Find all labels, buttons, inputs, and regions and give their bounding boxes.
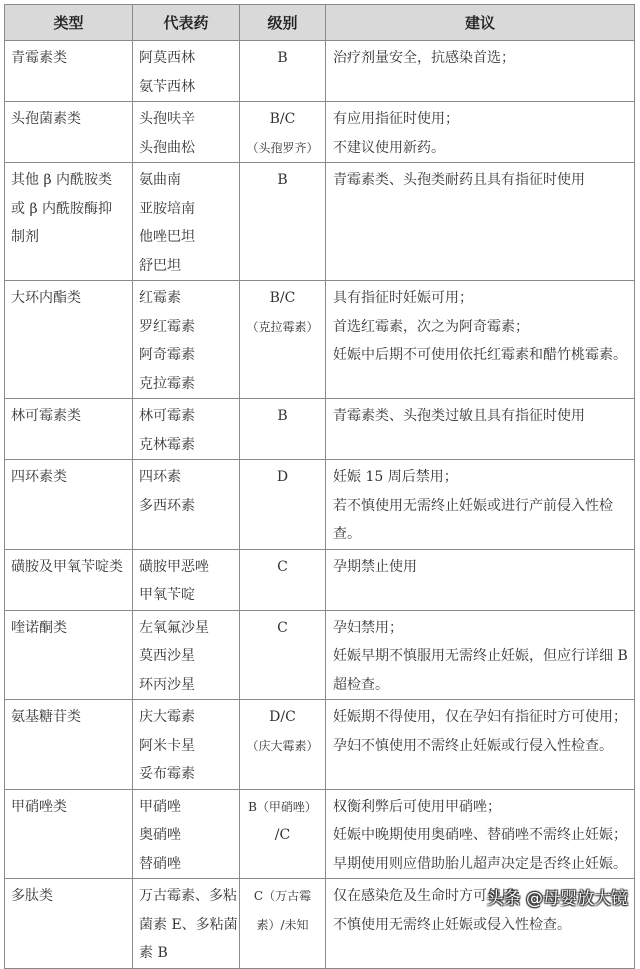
cell-advice-line: 具有指征时妊娠可用； [333,290,473,306]
cell-drugs-line: 磺胺甲恶唑 [139,558,209,575]
cell-drugs-line: 奥硝唑 [139,827,181,843]
cell-advice [326,610,635,700]
cell-drugs [133,700,240,790]
table-row [5,789,635,879]
cell-drugs [133,879,240,969]
cell-type [5,163,133,281]
cell-drugs [133,460,240,550]
cell-drugs-line: 罗红霉素 [139,318,195,335]
cell-advice-line: 孕妇禁用； [333,619,403,636]
cell-drugs-line: 红霉素 [139,290,181,306]
cell-drugs [133,41,240,102]
cell-grade [240,879,326,969]
cell-advice-line: 孕妇不慎使用不需终止妊娠或行侵入性检查。 [333,737,613,754]
cell-type-line: 氨基糖苷类 [11,709,81,725]
cell-drugs [133,549,240,610]
cell-type [5,399,133,460]
cell-drugs-line: 克林霉素 [139,436,195,453]
cell-grade-line: C（万古霉 [253,889,312,903]
cell-advice-line: 查。 [333,526,361,542]
cell-grade-line: B [277,408,288,424]
cell-advice [326,549,635,610]
cell-grade [240,163,326,281]
cell-drugs-line: 林可霉素 [139,408,195,424]
cell-advice-line: 超检查。 [333,676,389,693]
cell-grade [240,41,326,102]
cell-type-line: 制剂 [11,229,39,245]
cell-type-line: 青霉素类 [11,50,67,66]
cell-advice-line: 若不慎使用无需终止妊娠或进行产前侵入性检 [333,497,613,514]
cell-drugs [133,610,240,700]
cell-drugs-line: 克拉霉素 [139,375,195,392]
table-row [5,163,635,281]
cell-drugs-line: 亚胺培南 [139,200,195,217]
header-drugs: 代表药 [133,5,240,41]
cell-drugs-line: 头孢呋辛 [139,111,195,127]
cell-advice-line: 不慎使用无需终止妊娠或侵入性检查。 [333,916,571,933]
cell-grade-line: 素）/未知 [256,917,309,932]
cell-advice-line: 治疗剂量安全，抗感染首选； [333,50,515,66]
cell-drugs-line: 菌素 E、多粘菌 [139,916,238,933]
table-row [5,460,635,550]
cell-grade-line: C [277,558,288,575]
cell-advice [326,281,635,399]
cell-grade-line: B/C [269,111,296,127]
header-grade: 级别 [240,5,326,41]
cell-grade [240,549,326,610]
cell-grade [240,102,326,163]
cell-advice-line: 妊娠早期不慎服用无需终止妊娠，但应行详细 B [333,648,628,664]
cell-grade-line: B [277,172,288,188]
cell-advice-line: 妊娠中后期不可使用依托红霉素和醋竹桃霉素。 [333,347,627,363]
cell-drugs-line: 左氧氟沙星 [139,619,209,636]
cell-drugs-line: 莫西沙星 [139,648,195,664]
cell-grade-line: D [276,469,289,485]
cell-drugs-line: 妥布霉素 [139,766,195,782]
table-row [5,549,635,610]
cell-advice-line: 孕期禁止使用 [333,558,417,575]
cell-drugs-line: 万古霉素、多粘 [139,888,237,904]
cell-type-line: 磺胺及甲氧苄啶类 [11,558,123,575]
cell-type-line: 甲硝唑类 [11,798,67,815]
cell-grade [240,789,326,879]
cell-drugs-line: 阿米卡星 [139,737,195,754]
cell-drugs-line: 多西环素 [139,497,195,514]
cell-type [5,700,133,790]
cell-type [5,281,133,399]
cell-advice-line: 不建议使用新药。 [333,139,445,156]
cell-grade-line: /C [274,827,291,843]
cell-advice-line: 妊娠期不得使用，仅在孕妇有指征时方可使用； [333,709,627,725]
cell-grade-line: （庆大霉素） [246,738,319,753]
cell-type-line: 或 β 内酰胺酶抑 [11,200,112,217]
cell-advice [326,163,635,281]
cell-type-line: 其他 β 内酰胺类 [11,172,112,188]
cell-drugs [133,281,240,399]
cell-advice-line: 青霉素类、头孢类过敏且具有指征时使用 [333,408,585,424]
cell-grade-line: B（甲硝唑） [248,799,317,814]
cell-drugs-line: 阿奇霉素 [139,347,195,363]
antibiotic-pregnancy-table [4,4,635,969]
cell-drugs-line: 甲氧苄啶 [139,587,195,603]
cell-advice [326,789,635,879]
cell-drugs-line: 环丙沙星 [139,676,195,693]
cell-drugs-line: 四环素 [139,469,181,485]
cell-drugs-line: 舒巴坦 [139,257,181,274]
table-row [5,41,635,102]
table-row [5,281,635,399]
cell-grade [240,460,326,550]
table-row [5,399,635,460]
cell-advice-line: 早期使用则应借助胎儿超声决定是否终止妊娠。 [333,855,627,872]
cell-type-line: 喹诺酮类 [11,619,67,636]
cell-advice-line: 首选红霉素，次之为阿奇霉素； [333,318,529,335]
cell-drugs-line: 阿莫西林 [139,50,195,66]
cell-drugs [133,399,240,460]
cell-grade [240,281,326,399]
cell-type-line: 多肽类 [11,888,53,904]
cell-advice [326,102,635,163]
cell-type [5,460,133,550]
cell-grade-line: C [277,619,288,636]
cell-advice-line: 有应用指征时使用； [333,111,459,127]
cell-drugs-line: 头孢曲松 [139,139,195,156]
cell-grade-line: B [277,50,288,66]
cell-drugs-line: 他唑巴坦 [139,229,195,245]
cell-advice [326,41,635,102]
cell-grade-line: B/C [269,290,296,306]
cell-type [5,549,133,610]
watermark-text: 头条 @母婴放大镜 [486,889,628,909]
cell-type-line: 四环素类 [11,469,67,485]
table-row [5,700,635,790]
cell-advice-line: 青霉素类、头孢类耐药且具有指征时使用 [333,172,585,188]
cell-drugs-line: 替硝唑 [139,855,181,872]
cell-drugs-line: 庆大霉素 [139,709,195,725]
cell-type [5,879,133,969]
cell-advice-line: 仅在感染危及生命时方可使用； [333,888,529,904]
cell-grade-line: （头孢罗齐） [246,140,319,155]
cell-advice-line: 权衡利弊后可使用甲硝唑； [333,798,501,815]
cell-drugs-line: 氨苄西林 [139,78,195,95]
cell-drugs-line: 甲硝唑 [139,798,181,815]
table-row [5,102,635,163]
cell-type [5,102,133,163]
cell-drugs [133,789,240,879]
cell-advice-line: 妊娠 15 周后禁用； [333,469,458,485]
cell-type-line: 大环内酯类 [11,290,81,306]
cell-grade-line: （克拉霉素） [246,319,319,334]
cell-type [5,41,133,102]
cell-advice [326,700,635,790]
cell-type-line: 头孢菌素类 [11,111,81,127]
cell-grade [240,399,326,460]
cell-advice-line: 妊娠中晚期使用奥硝唑、替硝唑不需终止妊娠； [333,827,627,843]
table-header-row [5,5,635,41]
cell-grade-line: D/C [269,709,296,725]
cell-advice [326,399,635,460]
header-type: 类型 [5,5,133,41]
cell-drugs-line: 素 B [139,945,168,961]
header-advice: 建议 [326,5,635,41]
cell-advice [326,460,635,550]
cell-type [5,789,133,879]
cell-grade [240,700,326,790]
cell-drugs [133,163,240,281]
cell-type [5,610,133,700]
cell-grade [240,610,326,700]
cell-drugs [133,102,240,163]
cell-drugs-line: 氨曲南 [139,172,181,188]
cell-type-line: 林可霉素类 [11,408,81,424]
table-row [5,610,635,700]
